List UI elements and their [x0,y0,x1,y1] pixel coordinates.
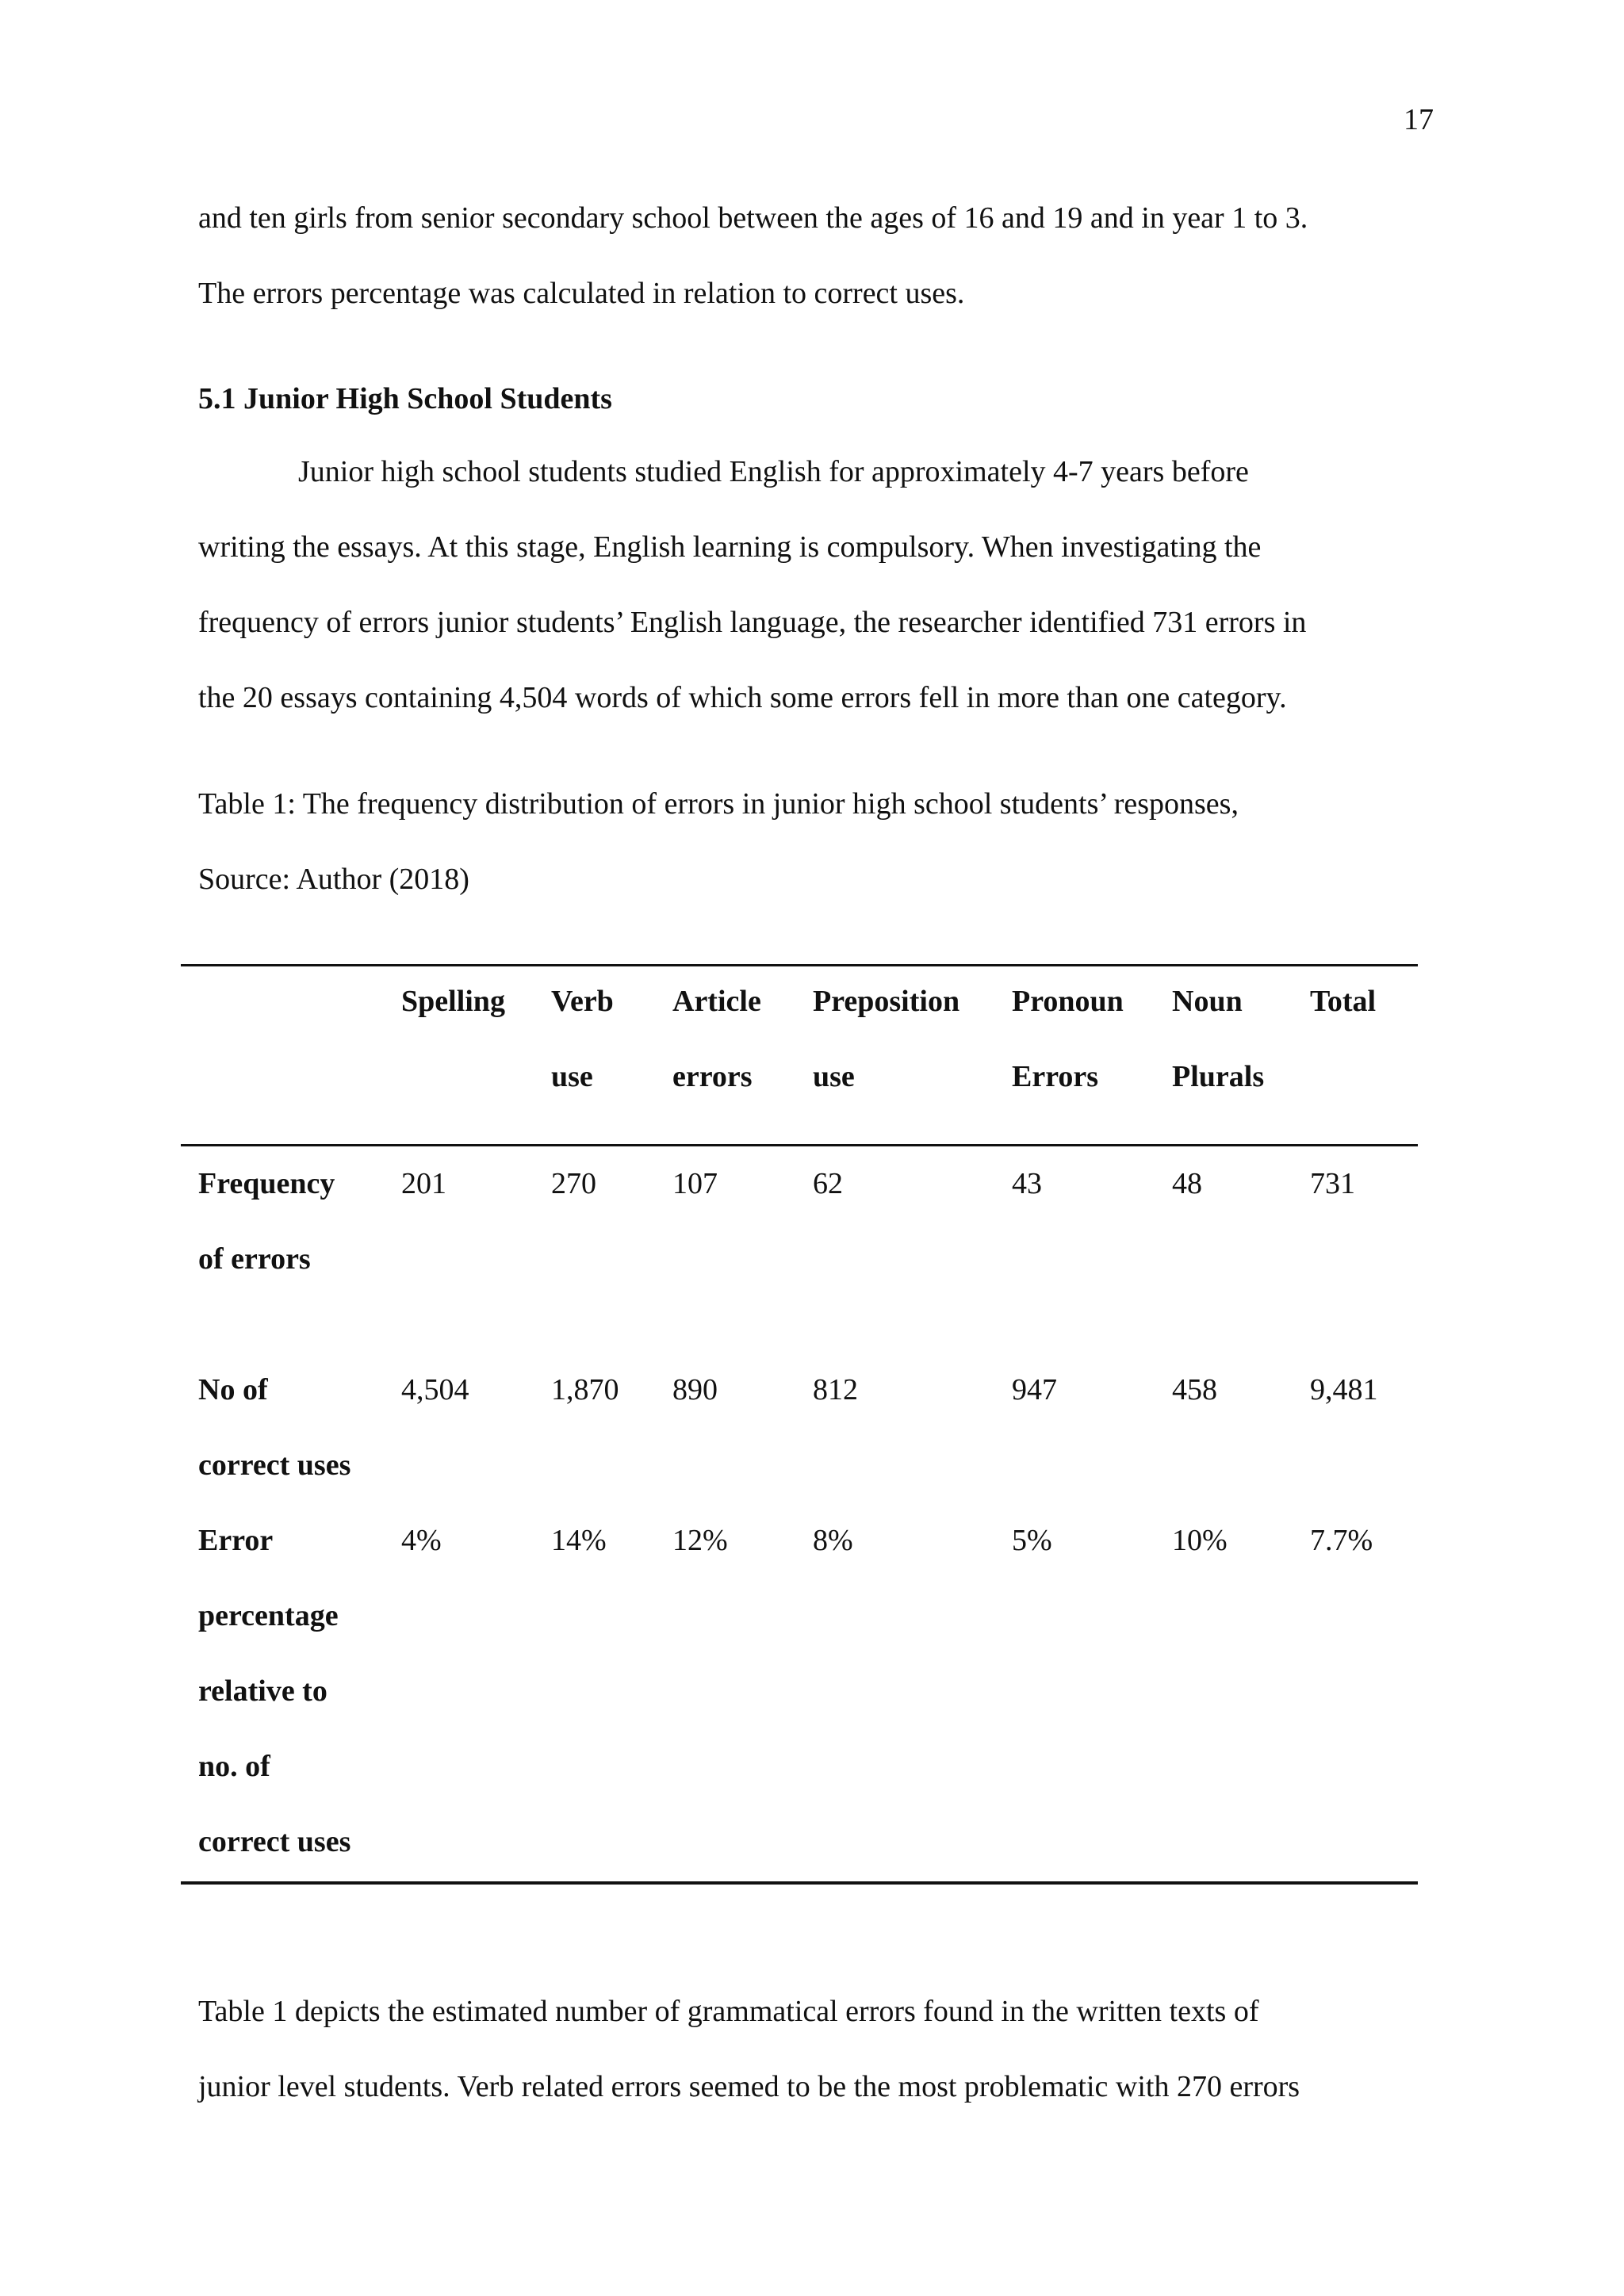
row-error-percentage-label-line-5: correct uses [198,1825,351,1858]
section-paragraph-line-4: the 20 essays containing 4,504 words of which some errors fell in more than one category. [198,681,1287,714]
table-cell: 8% [813,1524,853,1557]
table-header-rule [181,1144,1418,1146]
table-cell: 5% [1012,1524,1052,1557]
table-cell: 812 [813,1373,858,1406]
row-error-percentage-label-line-3: relative to [198,1674,327,1708]
table-cell: 10% [1172,1524,1228,1557]
table-cell: 731 [1310,1167,1355,1200]
header-pronoun-line-2: Errors [1012,1060,1099,1093]
table-cell: 7.7% [1310,1524,1373,1557]
header-preposition-line-1: Preposition [813,985,960,1018]
table-cell: 9,481 [1310,1373,1378,1406]
table-bottom-rule [181,1881,1418,1885]
intro-line-1: and ten girls from senior secondary school between the ages of 16 and 19 and in year 1 to 3. [198,201,1308,235]
header-verb-line-1: Verb [551,985,614,1018]
table-cell: 890 [672,1373,718,1406]
table-cell: 4,504 [401,1373,469,1406]
table-cell: 270 [551,1167,596,1200]
table-caption-line-1: Table 1: The frequency distribution of errors in junior high school students’ responses, [198,787,1239,821]
section-paragraph-line-3: frequency of errors junior students’ English language, the researcher identified 731 errors in [198,606,1307,639]
header-spelling: Spelling [401,985,505,1018]
section-paragraph-line-1: Junior high school students studied English for approximately 4-7 years before [298,455,1249,488]
intro-line-2: The errors percentage was calculated in relation to correct uses. [198,277,965,310]
table-cell: 48 [1172,1167,1202,1200]
closing-line-2: junior level students. Verb related errors seemed to be the most problematic with 270 errors [198,2070,1300,2103]
header-article-line-1: Article [672,985,761,1018]
table-cell: 107 [672,1167,718,1200]
header-noun-line-1: Noun [1172,985,1243,1018]
row-correct-uses-label-line-1: No of [198,1373,268,1406]
table-cell: 14% [551,1524,607,1557]
table-cell: 458 [1172,1373,1217,1406]
header-preposition-line-2: use [813,1060,855,1093]
header-noun-line-2: Plurals [1172,1060,1265,1093]
table-caption-line-2: Source: Author (2018) [198,863,469,896]
header-article-line-2: errors [672,1060,753,1093]
row-correct-uses-label-line-2: correct uses [198,1448,351,1482]
row-error-percentage-label-line-2: percentage [198,1599,339,1632]
header-pronoun-line-1: Pronoun [1012,985,1124,1018]
table-cell: 12% [672,1524,728,1557]
closing-line-1: Table 1 depicts the estimated number of grammatical errors found in the written texts of [198,1995,1259,2028]
row-frequency-label-line-1: Frequency [198,1167,335,1200]
header-total: Total [1310,985,1377,1018]
table-cell: 1,870 [551,1373,619,1406]
row-error-percentage-label-line-4: no. of [198,1750,270,1783]
table-cell: 62 [813,1167,843,1200]
header-verb-line-2: use [551,1060,593,1093]
table-cell: 4% [401,1524,442,1557]
row-frequency-label-line-2: of errors [198,1242,311,1276]
section-heading: 5.1 Junior High School Students [198,382,612,415]
table-cell: 43 [1012,1167,1042,1200]
page-number: 17 [1404,103,1434,136]
row-error-percentage-label-line-1: Error [198,1524,274,1557]
table-cell: 947 [1012,1373,1057,1406]
section-paragraph-line-2: writing the essays. At this stage, English learning is compulsory. When investigating the [198,530,1262,564]
table-cell: 201 [401,1167,446,1200]
